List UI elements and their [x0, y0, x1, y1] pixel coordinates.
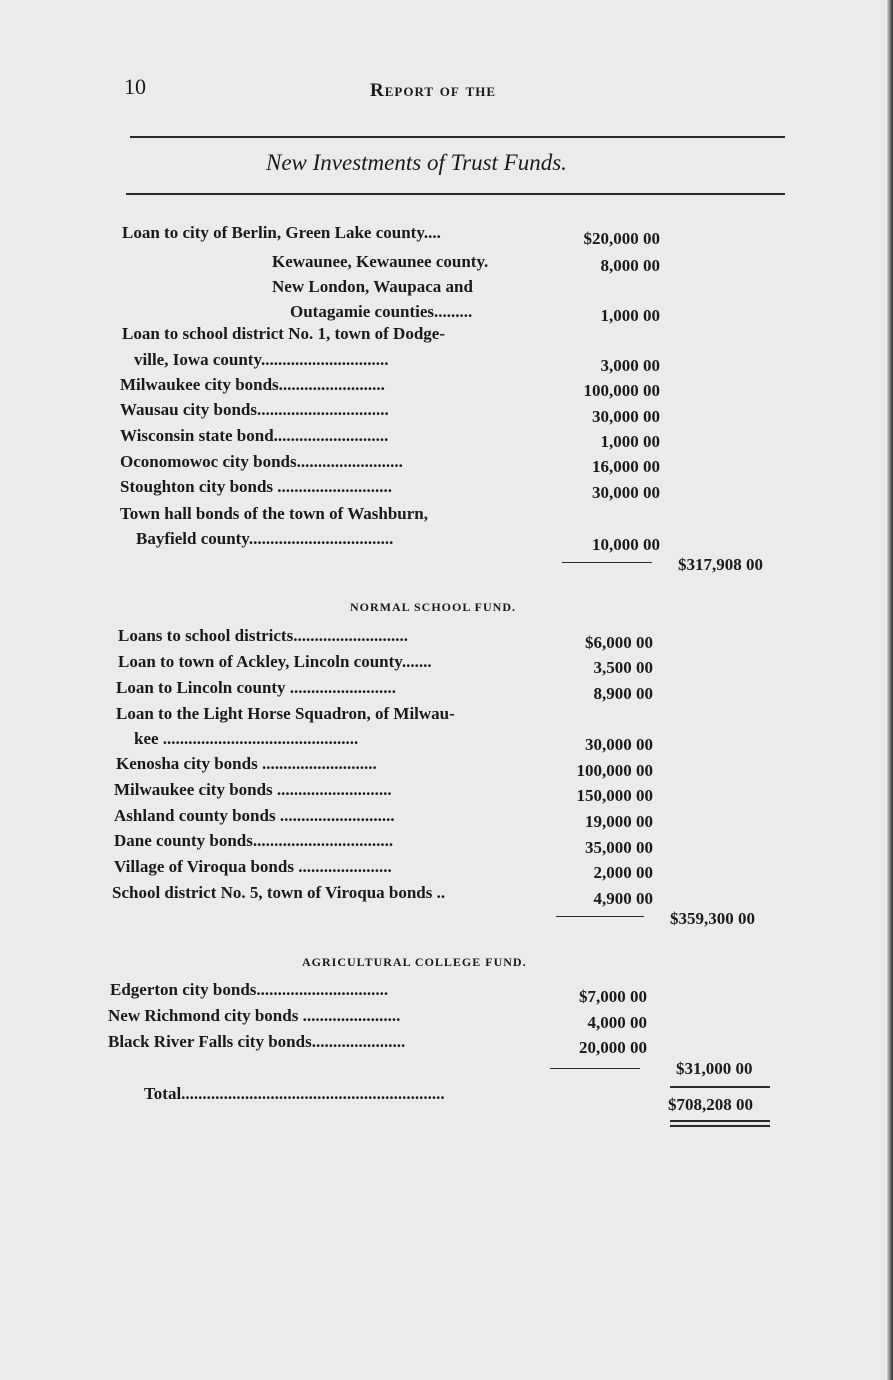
entry-text: Kewaunee, Kewaunee county. [272, 252, 489, 271]
page-number: 10 [124, 74, 146, 99]
entry-amount: 35,000 00 [585, 838, 653, 857]
title-rule [126, 193, 785, 195]
entry-amount: 30,000 00 [592, 407, 660, 426]
entry-text: Loan to the Light Horse Squadron, of Milwau- [116, 704, 455, 723]
section-heading: NORMAL SCHOOL FUND. [350, 600, 517, 614]
running-head: Report of the [370, 80, 497, 101]
entry-text: Wausau city bonds............................... [120, 400, 389, 419]
entry-amount: 150,000 00 [576, 786, 653, 805]
entry-text: Black River Falls city bonds...................... [108, 1032, 406, 1051]
page-title: New Investments of Trust Funds. [266, 150, 567, 175]
section-heading: AGRICULTURAL COLLEGE FUND. [302, 955, 527, 969]
entry-text: New Richmond city bonds ....................... [108, 1006, 401, 1025]
entry-text: Loan to city of Berlin, Green Lake county.... [122, 223, 441, 242]
entry-amount: 4,000 00 [587, 1013, 647, 1032]
entry-text: Town hall bonds of the town of Washburn, [120, 504, 429, 523]
top-rule [130, 136, 785, 138]
entry-amount: 8,000 00 [600, 256, 660, 275]
subtotal-rule [562, 562, 652, 563]
entry-text: Outagamie counties......... [290, 302, 473, 321]
subtotal-rule [550, 1068, 640, 1069]
entry-amount: 2,000 00 [593, 863, 653, 882]
entry-amount: $7,000 00 [579, 987, 647, 1006]
entry-text: Loan to school district No. 1, town of Dodge- [122, 324, 445, 343]
entry-amount: 1,000 00 [600, 306, 660, 325]
entry-amount: 100,000 00 [583, 381, 660, 400]
entry-text: Milwaukee city bonds......................... [120, 375, 385, 394]
total-double-rule-2 [670, 1125, 770, 1127]
entry-text: Edgerton city bonds............................... [110, 980, 389, 999]
entry-amount: 3,000 00 [600, 356, 660, 375]
entry-amount: 19,000 00 [585, 812, 653, 831]
entry-amount: 3,500 00 [593, 658, 653, 677]
entry-amount: 4,900 00 [593, 889, 653, 908]
entry-amount: $6,000 00 [585, 633, 653, 652]
entry-text: Village of Viroqua bonds ...................... [114, 857, 392, 876]
entry-amount: 30,000 00 [592, 483, 660, 502]
entry-text: School district No. 5, town of Viroqua bonds .. [112, 883, 446, 902]
entry-text: Oconomowoc city bonds......................... [120, 452, 403, 471]
entry-amount: 20,000 00 [579, 1038, 647, 1057]
subtotal-rule [556, 916, 644, 917]
entry-amount: $20,000 00 [583, 229, 660, 248]
entry-text: Wisconsin state bond........................... [120, 426, 389, 445]
entry-text: Loan to Lincoln county ......................... [116, 678, 397, 697]
entry-text: Dane county bonds................................. [114, 831, 394, 850]
section-subtotal: $359,300 00 [670, 909, 755, 928]
entry-text: New London, Waupaca and [272, 277, 473, 296]
total-double-rule-1 [670, 1120, 770, 1122]
entry-text: Ashland county bonds ........................... [114, 806, 395, 825]
entry-amount: 10,000 00 [592, 535, 660, 554]
section-subtotal: $317,908 00 [678, 555, 763, 574]
total-rule-top [670, 1086, 770, 1088]
entry-text: Stoughton city bonds ........................... [120, 477, 393, 496]
entry-text: ville, Iowa county.............................. [134, 350, 389, 369]
entry-text: kee .............................................. [134, 729, 359, 748]
entry-text: Bayfield county.................................. [136, 529, 394, 548]
entry-amount: 1,000 00 [600, 432, 660, 451]
entry-text: Kenosha city bonds ........................... [116, 754, 377, 773]
entry-text: Milwaukee city bonds ........................... [114, 780, 392, 799]
total-label: Total.............................................................. [144, 1084, 445, 1103]
entry-text: Loans to school districts........................... [118, 626, 408, 645]
entry-amount: 8,900 00 [593, 684, 653, 703]
page-edge [887, 0, 893, 1380]
section-subtotal: $31,000 00 [676, 1059, 753, 1078]
entry-amount: 100,000 00 [576, 761, 653, 780]
entry-text: Loan to town of Ackley, Lincoln county....... [118, 652, 432, 671]
entry-amount: 30,000 00 [585, 735, 653, 754]
grand-total: $708,208 00 [668, 1095, 753, 1114]
entry-amount: 16,000 00 [592, 457, 660, 476]
